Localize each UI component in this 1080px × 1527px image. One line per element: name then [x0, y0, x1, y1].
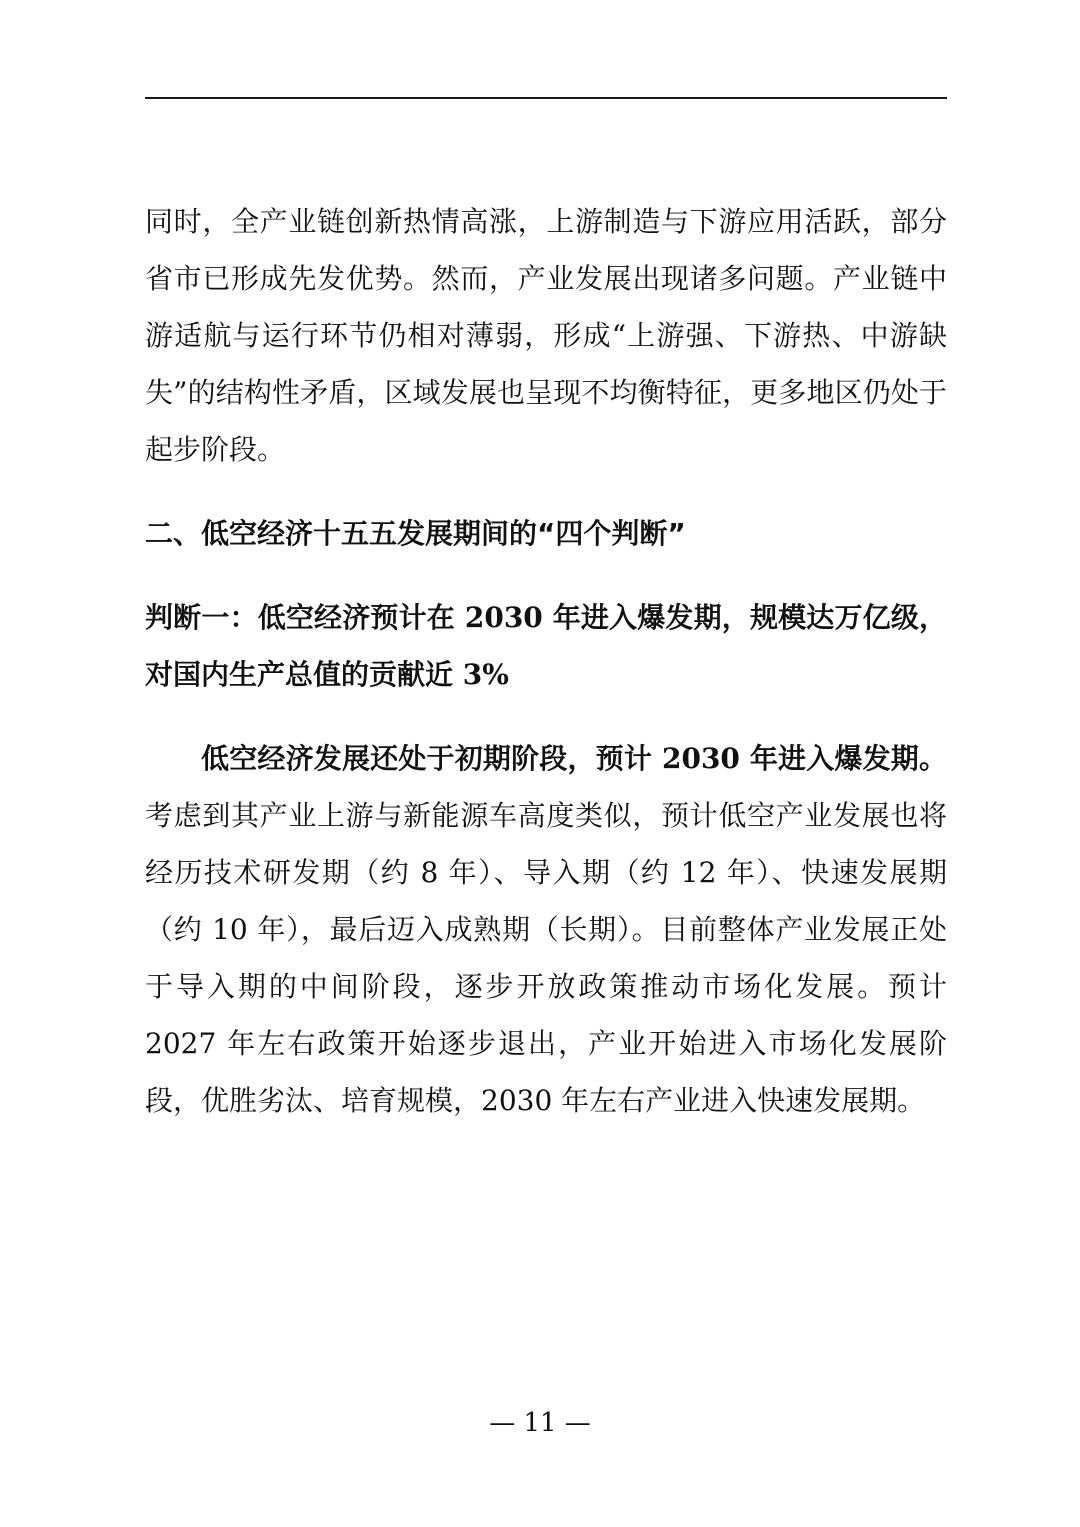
document-body — [145, 193, 947, 1129]
judgment-one-body-text: 考虑到其产业上游与新能源车高度类似，预计低空产业发展也将经历技术研发期（约 8 年）、导入期（约 12 年）、快速发展期（约 10 年），最后迈入成熟期（长期）。目前整体产业发展正处于导入期的中间阶段，逐步开放政策推动市场化发展。预计 2027 年左右政策开始逐步退出，产业开始进入市场化发展阶段，优胜劣汰、培育规模，2030 年左右产业进入快速发展期。 — [145, 799, 947, 1117]
continuation-paragraph: 同时，全产业链创新热情高涨，上游制造与下游应用活跃，部分省市已形成先发优势。然而，产业发展出现诸多问题。产业链中游适航与运行环节仍相对薄弱，形成“上游强、下游热、中游缺失”的结构性矛盾，区域发展也呈现不均衡特征，更多地区仍处于起步阶段。 — [145, 205, 947, 466]
judgment-one-lead-sentence: 低空经济发展还处于初期阶段，预计 2030 年进入爆发期。 — [201, 742, 947, 775]
section-heading: 二、低空经济十五五发展期间的“四个判断” — [145, 517, 686, 550]
page-number: — 11 — — [489, 1408, 591, 1438]
judgment-one-paragraph — [145, 730, 947, 1129]
judgment-one-heading: 判断一：低空经济预计在 2030 年进入爆发期，规模达万亿级，对国内生产总值的贡献近 3% — [145, 601, 947, 691]
header-rule — [145, 97, 947, 99]
